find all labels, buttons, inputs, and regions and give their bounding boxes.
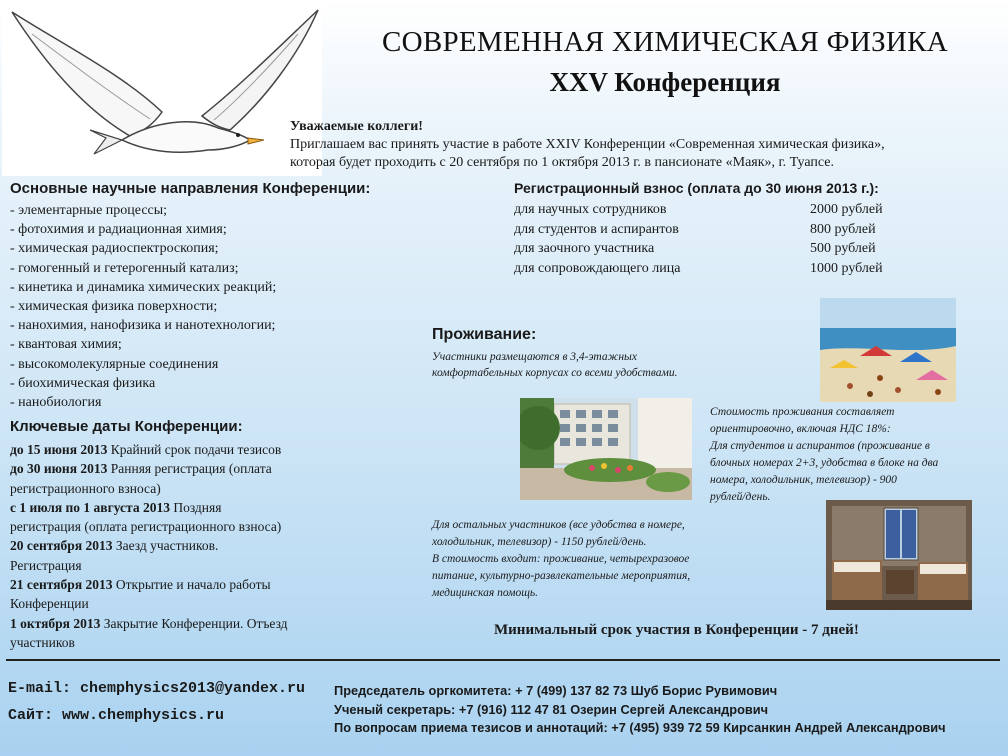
fee-amount: 500 рублей <box>810 241 876 256</box>
page-title: СОВРЕМЕННАЯ ХИМИЧЕСКАЯ ФИЗИКА <box>381 26 949 58</box>
topic-item: - биохимическая физика <box>10 375 156 391</box>
fee-amount: 1000 рублей <box>810 260 883 276</box>
other-participants-cost <box>432 517 790 602</box>
key-dates-heading: Ключевые даты Конференции: <box>10 418 243 435</box>
date-entry-cont: регистрационного взноса) <box>10 480 161 496</box>
date-entry-cont: регистрация (оплата регистрационного взноса) <box>10 519 282 535</box>
cost-line: ориентировочно, включая НДС 18%: <box>710 423 891 435</box>
date-entry: 1 октября 2013 Закрытие Конференции. Отъезд <box>10 615 288 631</box>
topic-item: - фотохимия и радиационная химия; <box>10 222 227 238</box>
lodging-heading: Проживание: <box>432 326 537 343</box>
date-entry: 20 сентября 2013 Заезд участников. <box>10 538 219 554</box>
topics-list <box>10 201 370 412</box>
date-entry-cont: Регистрация <box>10 557 82 573</box>
cost-line: рублей/день. <box>710 491 771 503</box>
topic-item: - высокомолекулярные соединения <box>10 356 219 372</box>
key-dates-list <box>10 440 350 652</box>
topic-item: - химическая физика поверхности; <box>10 299 218 315</box>
salutation: Уважаемые коллеги! <box>290 119 423 134</box>
conference-number: XXV Конференция <box>549 67 781 97</box>
fee-category: для сопровождающего лица <box>514 260 681 276</box>
fee-amount: 800 рублей <box>810 221 876 237</box>
invitation-text <box>290 118 1002 172</box>
cost-line: Для остальных участников (все удобства в номере, <box>432 519 685 531</box>
topic-item: - химическая радиоспектроскопия; <box>10 241 219 257</box>
date-entry-cont: участников <box>10 634 75 650</box>
topic-item: - нанобиология <box>10 395 102 411</box>
cost-line: Стоимость проживания составляет <box>710 406 895 418</box>
abstracts-contact: По вопросам приема тезисов и аннотаций: +7 (495) 939 72 59 Кирсанкин Андрей Александрович <box>334 720 946 735</box>
cost-line: медицинская помощь. <box>432 587 539 599</box>
fee-category: для заочного участника <box>514 241 655 256</box>
fee-category: для студентов и аспирантов <box>514 221 679 237</box>
date-entry: до 30 июня 2013 Ранняя регистрация (оплата <box>10 461 272 477</box>
invitation-line-2: которая будет проходить с 20 сентября по 1 октября 2013 г. в пансионате «Маяк», г. Туапсе. <box>290 155 834 170</box>
topics-heading: Основные научные направления Конференции: <box>10 180 371 197</box>
fee-row <box>514 220 904 240</box>
lodging-line: Участники размещаются в 3,4-этажных <box>432 351 637 363</box>
chair-contact: Председатель оргкомитета: + 7 (499) 137 82 73 Шуб Борис Рувимович <box>334 683 778 698</box>
invitation-line-1: Приглашаем вас принять участие в работе XXIV Конференции «Современная химическая физика», <box>290 137 885 152</box>
cost-line: блочных номерах 2+3, удобства в блоке на два <box>710 457 939 469</box>
accommodation-cost <box>710 404 992 506</box>
topic-item: - элементарные процессы; <box>10 203 168 218</box>
topic-item: - квантовая химия; <box>10 337 122 353</box>
date-entry: до 15 июня 2013 Крайний срок подачи тезисов <box>10 442 282 457</box>
room-photo <box>826 500 972 610</box>
cost-line: Для студентов и аспирантов (проживание в <box>710 440 930 452</box>
cost-line: питание, культурно-развлекательные мероприятия, <box>432 570 691 582</box>
topic-item: - гомогенный и гетерогенный катализ; <box>10 260 239 276</box>
cost-line: номера, холодильник, телевизор) - 900 <box>710 474 897 486</box>
cost-line: холодильник, телевизор) - 1150 рублей/день. <box>432 536 647 548</box>
secretary-contact: Ученый секретарь: +7 (916) 112 47 81 Озерин Сергей Александрович <box>334 701 769 717</box>
beach-photo <box>820 298 956 402</box>
lodging-description <box>432 350 752 381</box>
topic-item: - кинетика и динамика химических реакций; <box>10 279 277 295</box>
fee-row <box>514 239 904 259</box>
organizing-contacts <box>334 682 1004 738</box>
topic-item: - нанохимия, нанофизика и нанотехнологии; <box>10 318 276 334</box>
building-photo <box>520 398 692 500</box>
date-entry: с 1 июля по 1 августа 2013 Поздняя <box>10 499 222 515</box>
cost-line: В стоимость входит: проживание, четырехразовое <box>432 553 690 565</box>
min-participation-notice: Минимальный срок участия в Конференции - 7 дней! <box>494 622 859 638</box>
fee-table <box>514 200 904 278</box>
seagull-image <box>2 4 322 176</box>
lodging-line: комфортабельных корпусах со всеми удобствами. <box>432 366 678 379</box>
fee-row <box>514 200 904 220</box>
date-entry: 21 сентября 2013 Открытие и начало работы <box>10 577 271 593</box>
fee-category: для научных сотрудников <box>514 202 667 217</box>
divider <box>6 659 1000 661</box>
website-link[interactable]: Сайт: www.chemphysics.ru <box>8 707 225 724</box>
contact-email[interactable]: E-mail: chemphysics2013@yandex.ru <box>8 680 306 697</box>
fee-heading: Регистрационный взнос (оплата до 30 июня 2013 г.): <box>514 180 879 196</box>
date-entry-cont: Конференции <box>10 596 89 612</box>
fee-row <box>514 259 904 279</box>
fee-amount: 2000 рублей <box>810 202 883 217</box>
